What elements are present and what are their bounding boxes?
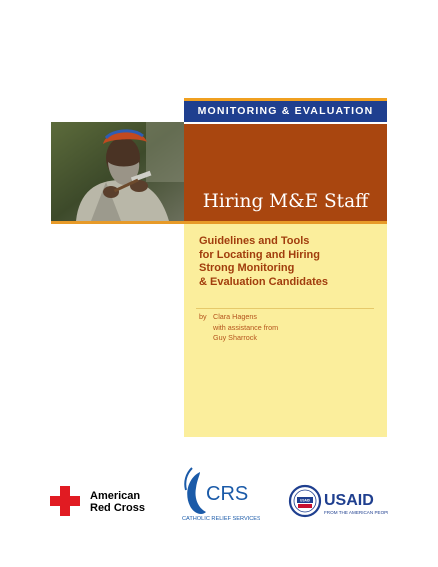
series-band bbox=[184, 101, 387, 122]
american-red-cross-logo bbox=[49, 484, 149, 523]
crs-flame-icon bbox=[187, 472, 206, 514]
subtitle-line: Strong Monitoring bbox=[199, 262, 295, 275]
crs-logo bbox=[178, 464, 260, 529]
cover-photo bbox=[51, 122, 184, 221]
series-label: MONITORING & EVALUATION bbox=[197, 105, 374, 117]
credits bbox=[199, 312, 278, 344]
subtitle-line: Guidelines and Tools bbox=[199, 235, 310, 247]
title-band bbox=[184, 124, 387, 222]
content-panel bbox=[184, 224, 387, 437]
assistant-name: Guy Sharrock bbox=[213, 333, 257, 342]
usaid-logo bbox=[288, 484, 388, 525]
subtitle bbox=[199, 235, 379, 289]
subtitle-line: for Locating and Hiring bbox=[199, 248, 320, 261]
crs-mark: CRS bbox=[206, 483, 249, 505]
usaid-seal-text: USAID bbox=[300, 498, 310, 503]
usaid-name: USAID bbox=[324, 492, 374, 509]
crs-caption: CATHOLIC RELIEF SERVICES bbox=[182, 516, 260, 522]
arc-line1: American bbox=[90, 490, 141, 502]
author-name: Clara Hagens bbox=[213, 312, 257, 321]
by-label: by bbox=[199, 312, 207, 321]
usaid-caption: FROM THE AMERICAN PEOPLE bbox=[324, 510, 388, 515]
assistance-label: with assistance from bbox=[213, 322, 279, 332]
subtitle-line: & Evaluation Candidates bbox=[199, 275, 328, 288]
arc-line2: Red Cross bbox=[90, 502, 146, 514]
panel-divider bbox=[196, 308, 374, 309]
document-title: Hiring M&E Staff bbox=[202, 191, 369, 212]
